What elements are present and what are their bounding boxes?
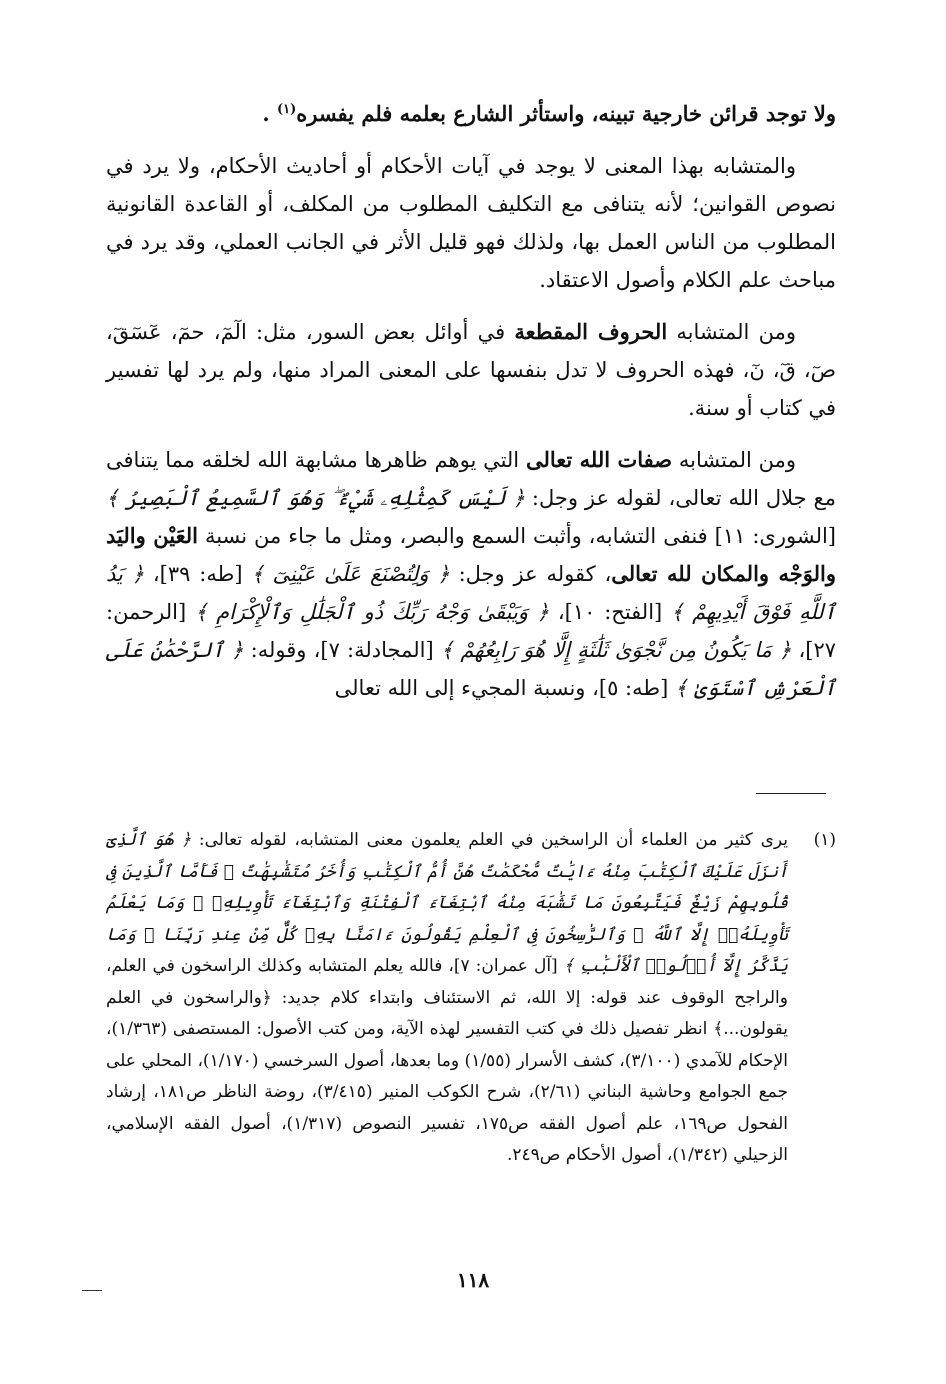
paragraph-4-text-h: [المجادلة: ٧]، وقوله: bbox=[250, 638, 434, 662]
quran-verse-3: ﴿ يَدُ ٱللَّهِ فَوْقَ أَيْدِيهِمْ ﴾ bbox=[106, 562, 836, 624]
footnote-1 bbox=[106, 825, 836, 1172]
paragraph-1-end: . bbox=[262, 101, 270, 126]
paragraph-4-text-g: [الرحمن: ٢٧]، bbox=[106, 600, 836, 662]
footnote-1-body bbox=[106, 825, 788, 1172]
footnote-1-number: (١) bbox=[813, 830, 836, 850]
paragraph-4-text-b: التي يوهم ظاهرها مشابهة الله لخلقه مما يتنافى مع جلال الله تعالى، لقوله عز وجل: bbox=[106, 448, 836, 510]
paragraph-3 bbox=[106, 313, 836, 427]
footnote-separator bbox=[756, 793, 826, 794]
paragraph-3-text-a: ومن المتشابه bbox=[676, 320, 796, 344]
paragraph-4-text-f: [الفتح: ١٠]، bbox=[557, 600, 663, 624]
quran-verse-4: ﴿ وَيَبْقَىٰ وَجْهُ رَبِّكَ ذُو ٱلْجَلَٰلِ وَٱلْإِكْرَامِ ﴾ bbox=[195, 600, 550, 624]
paragraph-1 bbox=[106, 95, 836, 133]
paragraph-3-text-b: في أوائل بعض السور، مثل: الٓمٓ، حمٓ، عٓسٓقٓ، صٓ، قٓ، نٓ، فهذه الحروف لا تدل بنفسها على المعنى المراد منها، ولم يرد لها تفسير في كتاب أو سنة. bbox=[106, 320, 836, 420]
quran-verse-2: ﴿ وَلِتُصْنَعَ عَلَىٰ عَيْنِىٓ ﴾ bbox=[251, 562, 450, 586]
quran-verse-6: ﴿ ٱلرَّحْمَٰنُ عَلَى ٱلْعَرْشِ ٱسْتَوَىٰ ﴾ bbox=[106, 638, 836, 700]
paragraph-1-text: ولا توجد قرائن خارجية تبينه، واستأثر الشارع بعلمه فلم يفسره bbox=[296, 101, 836, 126]
footnote-1-text-b: [آل عمران: ٧]، فالله يعلم المتشابه وكذلك الراسخون في العلم، والراجح الوقوف عند قوله: إلا الله، ثم الاستئناف وابتداء كلام جديد: ﴿والراسخون في العلم يقولون...﴾ انظر تفصيل ذلك في كتب التفسير لهذه الآية، ومن كتب الأصول: المستصفى (١/٣٦٣)، الإحكام للآمدي (٣/١٠٠)، كشف الأسرار (١/٥٥) وما بعدها، أصول السرخسي (١/١٧٠)، المحلي على جمع الجوامع وحاشية البناني (٢/٦١)، شرح الكوكب المنير (٣/٤١٥)، روضة الناظر ص١٨١، إرشاد الفحول ص١٦٩، علم أصول الفقه ص١٧٥، تفسير النصوص (١/٣١٧)، أصول الفقه الإسلامي، الزحيلي (١/٣٤٢)، أصول الأحكام ص٢٤٩. bbox=[106, 956, 789, 1165]
footnotes bbox=[106, 825, 836, 1172]
paragraph-4 bbox=[106, 441, 836, 707]
footnote-ref-1[interactable]: (١) bbox=[276, 102, 297, 117]
quran-verse-5: ﴿ مَا يَكُونُ مِن نَّجْوَىٰ ثَلَٰثَةٍ إِلَّا هُوَ رَابِعُهُمْ ﴾ bbox=[440, 638, 792, 662]
page-edge-mark bbox=[82, 1290, 102, 1291]
paragraph-4-text-d: ، كقوله عز وجل: bbox=[458, 562, 612, 586]
paragraph-3-bold: الحروف المقطعة bbox=[514, 319, 668, 344]
paragraph-4-text-a: ومن المتشابه bbox=[678, 448, 796, 472]
paragraph-4-bold-1: صفات الله تعالى bbox=[525, 447, 673, 472]
paragraph-4-text-c: [الشورى: ١١] فنفى التشابه، وأثبت السمع والبصر، ومثل ما جاء من نسبة bbox=[204, 524, 837, 548]
paragraph-4-text-i: [طه: ٥]، ونسبة المجيء إلى الله تعالى bbox=[334, 676, 669, 700]
paragraph-4-bold-2: العَيْن واليَد والوَجْه والمكان لله تعالى bbox=[106, 523, 836, 586]
main-text bbox=[106, 95, 836, 721]
footnote-1-text-a: يرى كثير من العلماء أن الراسخين في العلم يعلمون معنى المتشابه، لقوله تعالى: bbox=[198, 830, 789, 850]
paragraph-2: والمتشابه بهذا المعنى لا يوجد في آيات الأحكام أو أحاديث الأحكام، ولا يرد في نصوص القوانين؛ لأنه يتنافى مع التكليف المطلوب من المكلف، أو القاعدة القانونية المطلوب من الناس العمل بها، ولذلك فهو قليل الأثر في الجانب العملي، وقد يرد في مباحث علم الكلام وأصول الاعتقاد. bbox=[106, 154, 836, 292]
page-number: ١١٨ bbox=[456, 1268, 490, 1292]
quran-verse-1: ﴿ لَيْسَ كَمِثْلِهِۦ شَيْءٌ ۖ وَهُوَ ٱلسَّمِيعُ ٱلْبَصِيرُ ﴾ bbox=[106, 486, 525, 510]
paragraph-4-text-e: [طه: ٣٩]، bbox=[152, 562, 243, 586]
footnote-1-quran: ﴿ هُوَ ٱلَّذِىٓ أَنزَلَ عَلَيْكَ ٱلْكِتَٰبَ مِنْهُ ءَايَٰتٌ مُّحْكَمَٰتٌ هُنَّ أُمُّ ٱلْكِتَٰبِ وَأُخَرُ مُتَشَٰبِهَٰتٌ ۖ فَأَمَّا ٱلَّذِينَ فِى قُلُوبِهِمْ زَيْغٌ فَيَتَّبِعُونَ مَا تَشَٰبَهَ مِنْهُ ٱبْتِغَآءَ ٱلْفِتْنَةِ وَٱبْتِغَآءَ تَأْوِيلِهِۦ ۗ وَمَا يَعْلَمُ تَأْوِيلَهُۥٓ إِلَّا ٱللَّهُ ۗ وَٱلرَّٰسِخُونَ فِى ٱلْعِلْمِ يَقُولُونَ ءَامَنَّا بِهِۦ كُلٌّ مِّنْ عِندِ رَبِّنَا ۗ وَمَا يَذَّكَّرُ إِلَّآ أُو۟لُوا۟ ٱلْأَلْبَٰبِ ﴾ bbox=[106, 830, 788, 976]
